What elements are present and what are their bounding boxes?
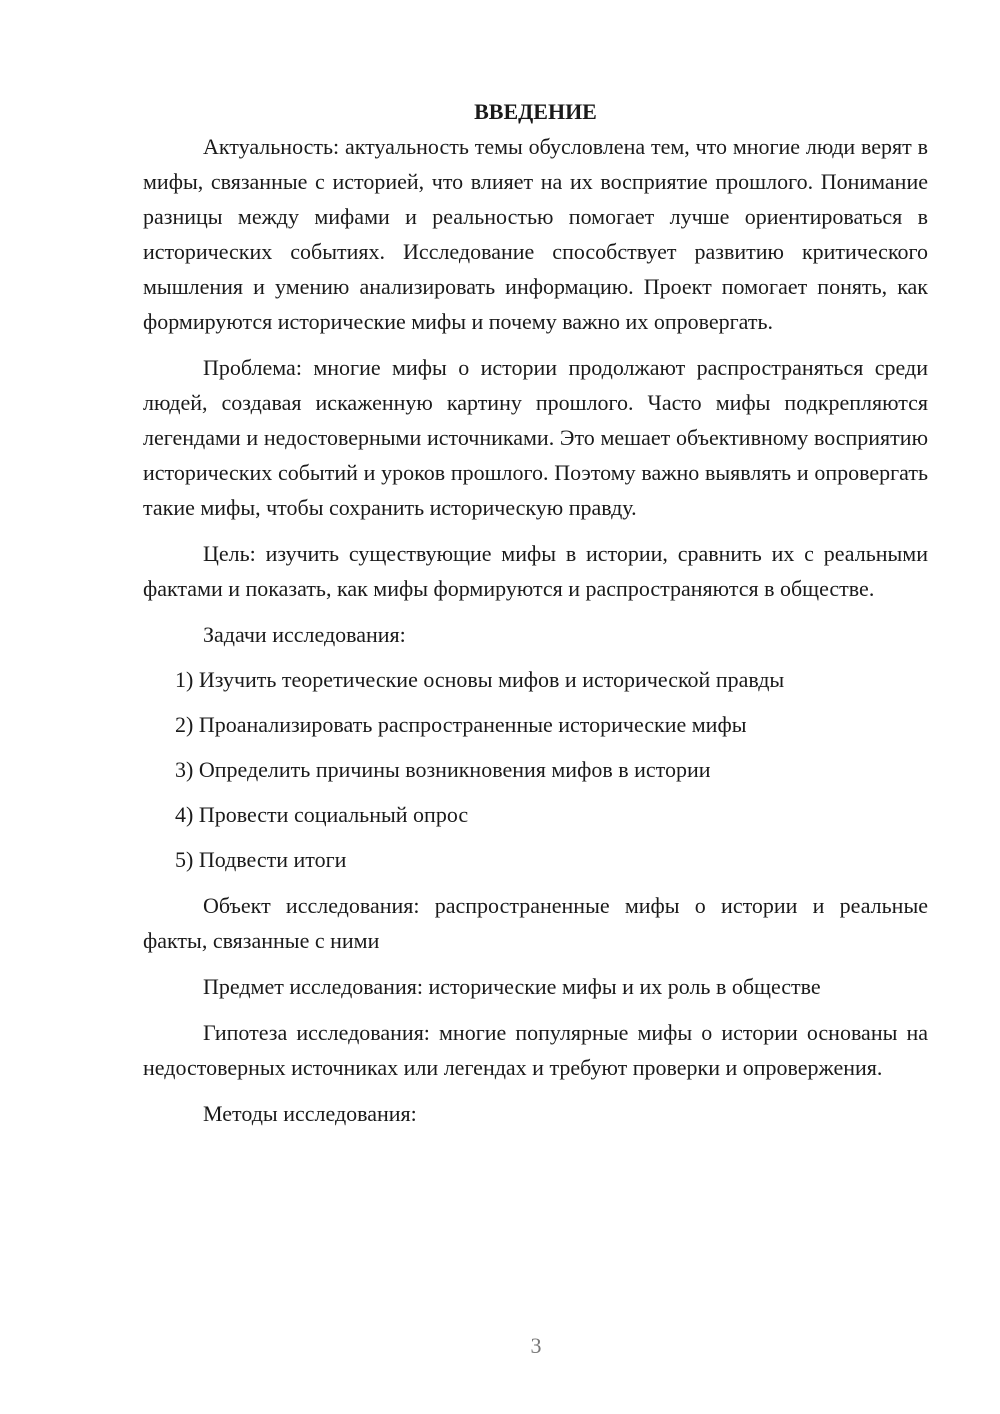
paragraph-relevance: Актуальность: актуальность темы обусловлена тем, что многие люди верят в мифы, связанные с историей, что влияет на их восприятие прошлого. Понимание разницы между мифами и реальностью помогает лучше ориентироваться в исторических событиях. Исследование способствует развитию критического мышления и умению анализировать информацию. Проект помогает понять, как формируются исторические мифы и почему важно их опровергать. bbox=[143, 134, 928, 334]
tasks-list bbox=[143, 662, 928, 877]
list-item: 3) Определить причины возникновения мифов в истории bbox=[175, 757, 711, 782]
tasks-heading: Задачи исследования: bbox=[203, 622, 406, 647]
list-item: 4) Провести социальный опрос bbox=[175, 802, 469, 827]
paragraph-goal: Цель: изучить существующие мифы в истории, сравнить их с реальными фактами и показать, как мифы формируются и распространяются в обществе. bbox=[143, 541, 928, 601]
paragraph-hypothesis: Гипотеза исследования: многие популярные мифы о истории основаны на недостоверных источниках или легендах и требуют проверки и опровержения. bbox=[143, 1020, 928, 1080]
page-number: 3 bbox=[530, 1333, 542, 1358]
list-item: 2) Проанализировать распространенные исторические мифы bbox=[175, 712, 747, 737]
list-item: 5) Подвести итоги bbox=[175, 847, 347, 872]
paragraph-object: Объект исследования: распространенные мифы о истории и реальные факты, связанные с ними bbox=[143, 893, 928, 953]
methods-heading: Методы исследования: bbox=[203, 1101, 417, 1126]
document-page bbox=[143, 94, 928, 1131]
paragraph-problem: Проблема: многие мифы о истории продолжают распространяться среди людей, создавая искаженную картину прошлого. Часто мифы подкрепляются легендами и недостоверными источниками. Это мешает объективному восприятию исторических событий и уроков прошлого. Поэтому важно выявлять и опровергать такие мифы, чтобы сохранить историческую правду. bbox=[143, 355, 928, 520]
paragraph-subject: Предмет исследования: исторические мифы и их роль в обществе bbox=[203, 974, 821, 999]
section-title: ВВЕДЕНИЕ bbox=[474, 99, 597, 124]
list-item: 1) Изучить теоретические основы мифов и исторической правды bbox=[175, 667, 785, 692]
